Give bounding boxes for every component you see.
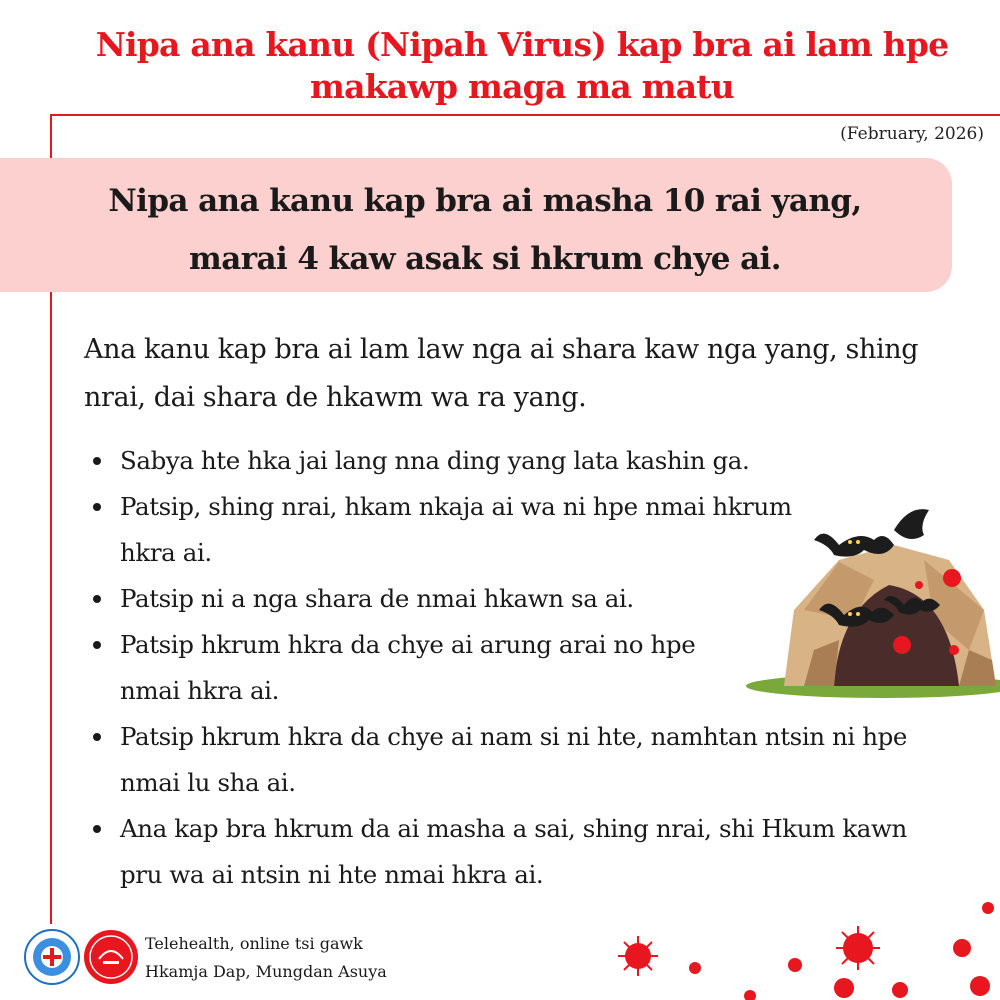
- bullet-icon: [93, 733, 101, 741]
- list-item: Ana kap bra hkrum da ai masha a sai, shing nrai, shi Hkum kawn pru wa ai ntsin ni hte nmai hkra ai.: [84, 806, 914, 898]
- banner-text: [60, 172, 910, 288]
- list-item: Patsip ni a nga shara de nmai hkawn sa ai.: [84, 576, 914, 622]
- banner-line-1: Nipa ana kanu kap bra ai masha 10 rai yang,: [108, 183, 862, 219]
- bullet-icon: [93, 595, 101, 603]
- telehealth-logo: [83, 929, 139, 985]
- list-item: Patsip hkrum hkra da chye ai arung arai no hpe nmai hkra ai.: [84, 622, 760, 714]
- banner-line-2: marai 4 kaw asak si hkrum chye ai.: [189, 241, 781, 277]
- bullet-icon: [93, 503, 101, 511]
- footer-line-1: Telehealth, online tsi gawk: [145, 934, 363, 953]
- intro-paragraph: Ana kanu kap bra ai lam law nga ai shara kaw nga yang, shing nrai, dai shara de hkawm wa ra yang.: [84, 334, 919, 413]
- ministry-of-health-logo: [24, 929, 80, 985]
- frame-top-border: [50, 114, 1000, 116]
- bullet-icon: [93, 457, 101, 465]
- date-label: (February, 2026): [840, 124, 984, 144]
- virus-particles-decoration: [600, 890, 1000, 1000]
- bat-cave-illustration: [744, 500, 1000, 710]
- bullet-icon: [93, 825, 101, 833]
- footer-text: [145, 930, 387, 986]
- bullet-icon: [93, 641, 101, 649]
- footer-line-2: Hkamja Dap, Mungdan Asuya: [145, 962, 387, 981]
- list-item: Patsip hkrum hkra da chye ai nam si ni hte, namhtan ntsin ni hpe nmai lu sha ai.: [84, 714, 914, 806]
- page-title: Nipa ana kanu (Nipah Virus) kap bra ai lam hpe makawp maga ma matu: [95, 25, 949, 106]
- list-item: Patsip, shing nrai, hkam nkaja ai wa ni hpe nmai hkrum hkra ai.: [84, 484, 840, 576]
- list-item: Sabya hte hka jai lang nna ding yang lata kashin ga.: [84, 438, 914, 484]
